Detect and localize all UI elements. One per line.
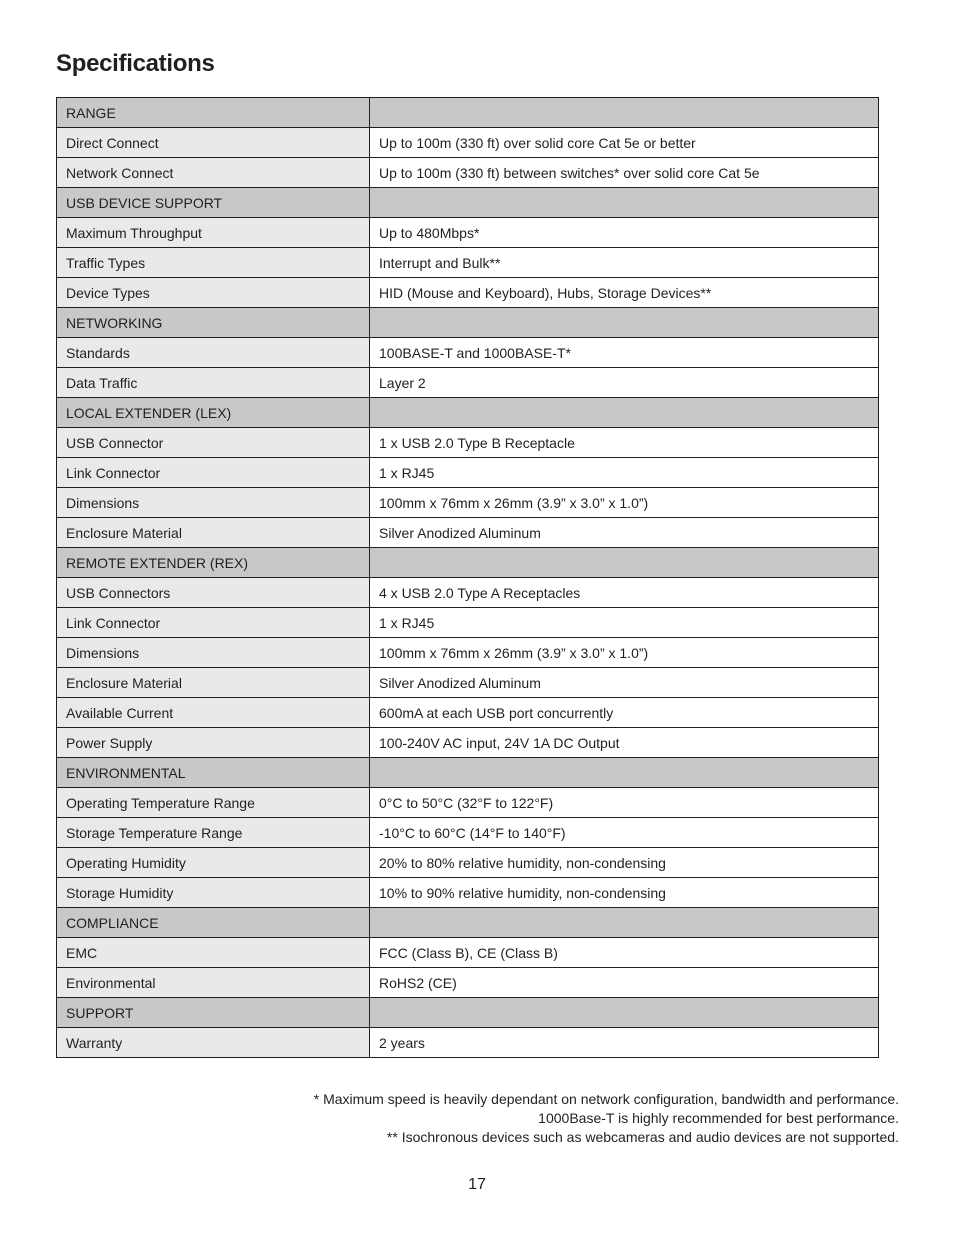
section-header-row bbox=[57, 998, 879, 1028]
footnote-isochronous: ** Isochronous devices such as webcameras and audio devices are not supported. bbox=[386, 1129, 899, 1145]
spec-label: Link Connector bbox=[57, 608, 370, 638]
spec-value: RoHS2 (CE) bbox=[370, 968, 879, 998]
section-title: REMOTE EXTENDER (REX) bbox=[57, 548, 370, 578]
spec-label: USB Connectors bbox=[57, 578, 370, 608]
spec-value: Interrupt and Bulk** bbox=[370, 248, 879, 278]
section-header-row bbox=[57, 758, 879, 788]
spec-row bbox=[57, 428, 879, 458]
spec-row bbox=[57, 128, 879, 158]
section-empty-cell bbox=[370, 998, 879, 1028]
spec-row bbox=[57, 818, 879, 848]
section-header-row bbox=[57, 98, 879, 128]
spec-row bbox=[57, 788, 879, 818]
spec-label: Network Connect bbox=[57, 158, 370, 188]
spec-row bbox=[57, 218, 879, 248]
page-number: 17 bbox=[468, 1176, 486, 1193]
spec-value: Layer 2 bbox=[370, 368, 879, 398]
spec-label: Device Types bbox=[57, 278, 370, 308]
spec-value: 1 x USB 2.0 Type B Receptacle bbox=[370, 428, 879, 458]
spec-row bbox=[57, 608, 879, 638]
section-title: RANGE bbox=[57, 98, 370, 128]
spec-row bbox=[57, 848, 879, 878]
spec-row bbox=[57, 458, 879, 488]
spec-label: Standards bbox=[57, 338, 370, 368]
spec-row bbox=[57, 578, 879, 608]
section-empty-cell bbox=[370, 548, 879, 578]
specifications-table bbox=[56, 97, 879, 1058]
spec-value: Up to 100m (330 ft) over solid core Cat 5e or better bbox=[370, 128, 879, 158]
spec-label: Maximum Throughput bbox=[57, 218, 370, 248]
spec-label: Warranty bbox=[57, 1028, 370, 1058]
spec-value: 0°C to 50°C (32°F to 122°F) bbox=[370, 788, 879, 818]
spec-row bbox=[57, 488, 879, 518]
page-title: Specifications bbox=[56, 50, 215, 77]
spec-value: 100-240V AC input, 24V 1A DC Output bbox=[370, 728, 879, 758]
section-header-row bbox=[57, 548, 879, 578]
spec-label: EMC bbox=[57, 938, 370, 968]
spec-label: Traffic Types bbox=[57, 248, 370, 278]
section-empty-cell bbox=[370, 398, 879, 428]
spec-row bbox=[57, 158, 879, 188]
spec-label: Data Traffic bbox=[57, 368, 370, 398]
section-title: USB DEVICE SUPPORT bbox=[57, 188, 370, 218]
spec-value: 100mm x 76mm x 26mm (3.9” x 3.0” x 1.0”) bbox=[370, 488, 879, 518]
spec-row bbox=[57, 698, 879, 728]
section-header-row bbox=[57, 398, 879, 428]
specifications-table-body bbox=[57, 98, 879, 1058]
spec-label: Dimensions bbox=[57, 638, 370, 668]
spec-label: Dimensions bbox=[57, 488, 370, 518]
spec-row bbox=[57, 668, 879, 698]
section-header-row bbox=[57, 308, 879, 338]
spec-row bbox=[57, 248, 879, 278]
spec-value: HID (Mouse and Keyboard), Hubs, Storage Devices** bbox=[370, 278, 879, 308]
spec-value: 20% to 80% relative humidity, non-condensing bbox=[370, 848, 879, 878]
spec-row bbox=[57, 638, 879, 668]
spec-label: USB Connector bbox=[57, 428, 370, 458]
section-empty-cell bbox=[370, 908, 879, 938]
spec-label: Operating Humidity bbox=[57, 848, 370, 878]
section-header-row bbox=[57, 188, 879, 218]
spec-row bbox=[57, 728, 879, 758]
spec-row bbox=[57, 518, 879, 548]
spec-value: 10% to 90% relative humidity, non-condensing bbox=[370, 878, 879, 908]
spec-value: 600mA at each USB port concurrently bbox=[370, 698, 879, 728]
spec-value: 1 x RJ45 bbox=[370, 458, 879, 488]
spec-label: Environmental bbox=[57, 968, 370, 998]
footnote-maximum-speed: * Maximum speed is heavily dependant on network configuration, bandwidth and performance. bbox=[313, 1091, 899, 1107]
section-title: COMPLIANCE bbox=[57, 908, 370, 938]
spec-label: Power Supply bbox=[57, 728, 370, 758]
spec-value: 100mm x 76mm x 26mm (3.9” x 3.0” x 1.0”) bbox=[370, 638, 879, 668]
section-header-row bbox=[57, 908, 879, 938]
section-empty-cell bbox=[370, 98, 879, 128]
footnotes bbox=[314, 1090, 899, 1147]
spec-value: -10°C to 60°C (14°F to 140°F) bbox=[370, 818, 879, 848]
section-empty-cell bbox=[370, 308, 879, 338]
spec-value: FCC (Class B), CE (Class B) bbox=[370, 938, 879, 968]
section-title: NETWORKING bbox=[57, 308, 370, 338]
section-title: ENVIRONMENTAL bbox=[57, 758, 370, 788]
section-title: SUPPORT bbox=[57, 998, 370, 1028]
spec-label: Storage Humidity bbox=[57, 878, 370, 908]
spec-value: Silver Anodized Aluminum bbox=[370, 518, 879, 548]
spec-label: Available Current bbox=[57, 698, 370, 728]
section-empty-cell bbox=[370, 758, 879, 788]
spec-value: 2 years bbox=[370, 1028, 879, 1058]
spec-value: Up to 100m (330 ft) between switches* over solid core Cat 5e bbox=[370, 158, 879, 188]
spec-label: Enclosure Material bbox=[57, 518, 370, 548]
spec-row bbox=[57, 338, 879, 368]
spec-value: Silver Anodized Aluminum bbox=[370, 668, 879, 698]
spec-row bbox=[57, 938, 879, 968]
spec-label: Operating Temperature Range bbox=[57, 788, 370, 818]
spec-label: Storage Temperature Range bbox=[57, 818, 370, 848]
spec-row bbox=[57, 1028, 879, 1058]
spec-value: 4 x USB 2.0 Type A Receptacles bbox=[370, 578, 879, 608]
spec-value: 1 x RJ45 bbox=[370, 608, 879, 638]
spec-row bbox=[57, 278, 879, 308]
spec-value: 100BASE-T and 1000BASE-T* bbox=[370, 338, 879, 368]
section-empty-cell bbox=[370, 188, 879, 218]
spec-row bbox=[57, 368, 879, 398]
spec-row bbox=[57, 878, 879, 908]
spec-row bbox=[57, 968, 879, 998]
spec-label: Enclosure Material bbox=[57, 668, 370, 698]
spec-label: Link Connector bbox=[57, 458, 370, 488]
spec-value: Up to 480Mbps* bbox=[370, 218, 879, 248]
footnote-1000base-t: 1000Base-T is highly recommended for best performance. bbox=[538, 1110, 899, 1126]
spec-label: Direct Connect bbox=[57, 128, 370, 158]
section-title: LOCAL EXTENDER (LEX) bbox=[57, 398, 370, 428]
